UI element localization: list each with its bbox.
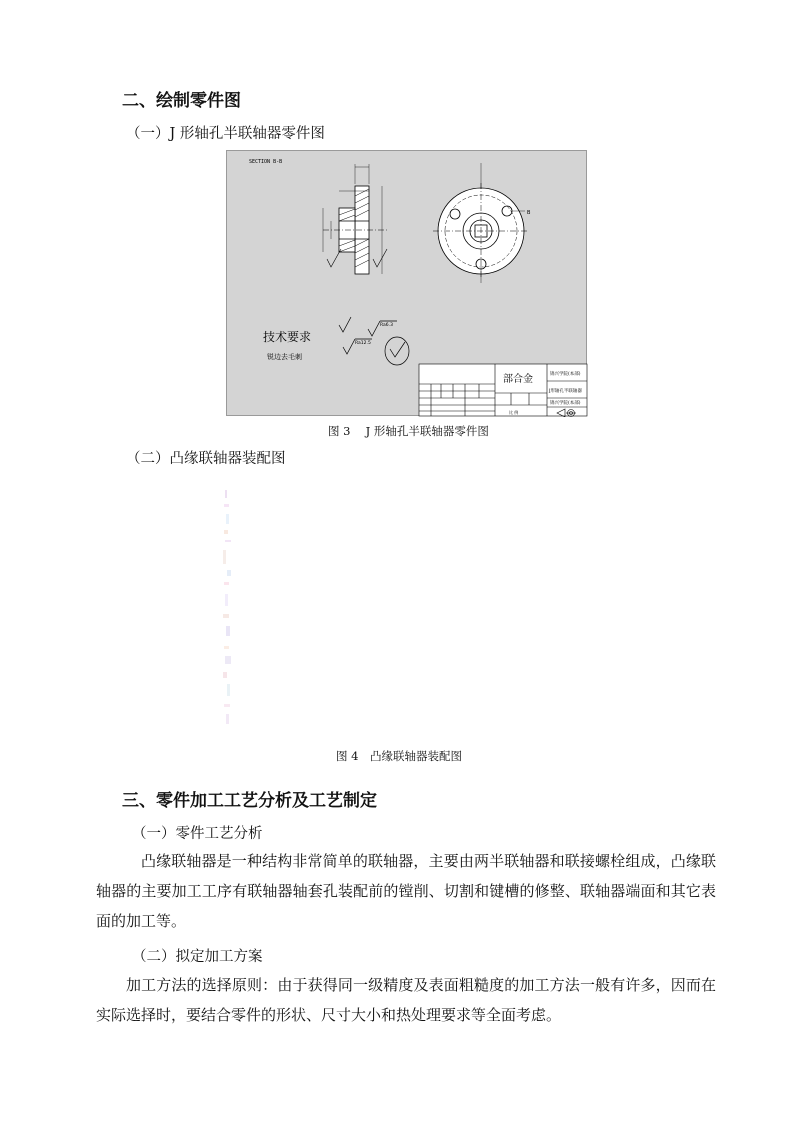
title-block-drawing-name: J形轴孔半联轴器: [549, 389, 582, 394]
title-block-scale: 比 例: [509, 410, 519, 415]
figure-3-caption: 图 3 J 形轴孔半联轴器零件图: [328, 424, 489, 438]
title-block-class: 锦兴学院(本部): [550, 401, 581, 406]
view-label-b: B: [527, 210, 531, 216]
part-drawing-svg: [227, 151, 588, 417]
tech-requirements-title: 技术要求: [263, 330, 312, 344]
roughness-value-1: Ra6.3: [380, 323, 393, 328]
roughness-symbols: [339, 317, 409, 365]
section-label: SECTION B-B: [249, 159, 283, 165]
assembly-drawing-figure: [222, 490, 236, 726]
end-view: [433, 163, 529, 283]
subsection-3-1-title: （一）零件工艺分析: [132, 826, 263, 842]
paragraph-processing-plan: 加工方法的选择原则：由于获得同一级精度及表面粗糙度的加工方法一般有许多，因而在实际选择时，要结合零件的形状、尺寸大小和热处理要求等全面考虑。: [96, 976, 716, 1024]
title-block-part-name: 部合金: [503, 374, 533, 385]
section-view: [323, 164, 387, 274]
paragraph-process-analysis: 凸缘联轴器是一种结构非常简单的联轴器，主要由两半联轴器和联接螺栓组成，凸缘联轴器的主要加工工序有联轴器轴套孔装配前的镗削、切割和键槽的修整、联轴器端面和其它表面的加工等。: [96, 852, 716, 930]
roughness-value-2: Ra12.5: [355, 341, 371, 346]
section-2-title: 二、绘制零件图: [122, 91, 241, 111]
assembly-drawing-svg: [222, 490, 236, 726]
subsection-3-2-title: （二）拟定加工方案: [132, 949, 263, 965]
subsection-1-title: （一）J 形轴孔半联轴器零件图: [126, 126, 325, 142]
figure-4-caption: 图 4 凸缘联轴器装配图: [336, 749, 462, 763]
subsection-2-title: （二）凸缘联轴器装配图: [126, 451, 286, 467]
title-block-school: 锦兴学院(本部): [550, 372, 581, 377]
tech-requirements-note: 锐边去毛刺: [267, 353, 302, 361]
part-drawing-figure: [226, 150, 587, 416]
section-3-title: 三、零件加工工艺分析及工艺制定: [122, 791, 377, 811]
